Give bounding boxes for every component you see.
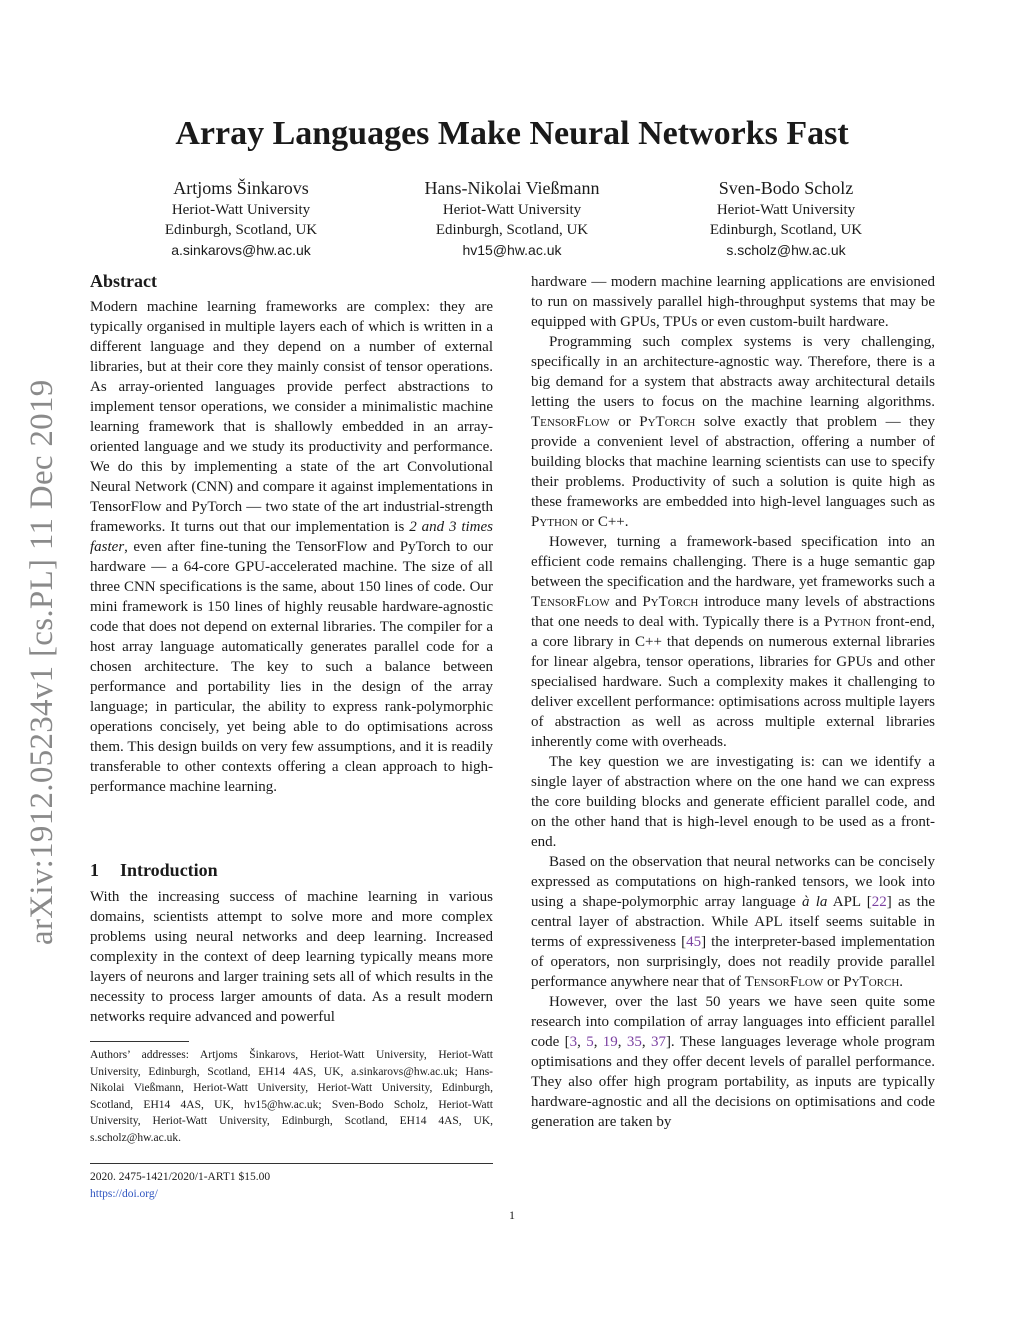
text-run: ] the interpreter-based implementation of operators, non surprisingly, does not readily provide parallel performance anywhere near that of (531, 934, 935, 990)
citation-link[interactable]: 22 (871, 894, 887, 910)
author-email[interactable]: hv15@hw.ac.uk (462, 242, 562, 258)
text-run: introduce many levels of abstractions that one needs to deal with. Typically there is a (531, 594, 935, 630)
text-run: front-end, a core library in C++ that depends on numerous external libraries for linear algebra, tensor operations, libraries for GPUs and other specialised hardware. Such a complexity makes it challenging to deliver excellent performance: optimisations across multiple layers of abstraction as well as across multiple external libraries inherently come with overheads. (531, 614, 935, 750)
citation-link[interactable]: 35 (626, 1034, 642, 1050)
right-paragraph (531, 532, 935, 752)
abstract-body (90, 297, 493, 797)
author-block (666, 176, 906, 260)
pytorch-name: PyTorch (639, 414, 696, 430)
text-run: , (577, 1034, 587, 1050)
pytorch-name: PyTorch (642, 594, 699, 610)
right-paragraph: The key question we are investigating is: can we identify a single layer of abstraction where on the one hand we can express the core building blocks and generate efficient parallel code, and on the other hand that is high-level enough to be used as a front-end. (531, 754, 935, 850)
author-affiliation: Heriot-Watt University (171, 202, 311, 218)
text-run: Based on the observation that neural networks can be concisely expressed as computations on high-ranked tensors, we look into using a shape-polymorphic array language (531, 854, 935, 910)
abstract-text-b: , even after fine-tuning the TensorFlow and PyTorch to our hardware — a 64-core GPU-accelerated machine. The size of all three CNN specifications is the same, about 150 lines of code. Our mini framework is 150 lines of highly reusable hardware-agnostic code that does not depend on external libraries. The compiler for a host array language automatically generates parallel code for a chosen architecture. The key to such a balance between performance and portability lies in the design of the array language; in particular, the ability to express rank-polymorphic operations concisely, yet being able to do optimisations across them. This design builds on very few assumptions, and it is readily transferable to other contexts offering a clean approach to high-performance machine learning. (90, 539, 493, 795)
text-run: However, turning a framework-based specification into an efficient code remains challenging. There is a huge semantic gap between the specification and the hardware, yet frameworks such a (531, 534, 935, 590)
text-run: , (617, 1034, 627, 1050)
citation-link[interactable]: 19 (602, 1034, 618, 1050)
author-name: Hans-Nikolai Vießmann (424, 178, 600, 198)
abstract-text-a: Modern machine learning frameworks are complex: they are typically organised in multiple layers each of which is written in a different language and they depend on a number of external libraries, but at their core they mainly consist of tensor operations. As array-oriented languages provide perfect abstractions to implement tensor operations, we consider a minimalistic machine learning framework that is shallowly embedded in an array-oriented language and we study its productivity and performance. We do this by implementing a state of the art Convolutional Neural Network (CNN) and compare it against implementations in TensorFlow and PyTorch — two state of the art industrial-strength frameworks. It turns out that our implementation is (90, 299, 493, 535)
pytorch-name: PyTorch (843, 974, 900, 990)
abstract-paragraph (90, 297, 493, 797)
author-name: Sven-Bodo Scholz (718, 178, 854, 198)
text-run: . (899, 974, 904, 990)
author-block (392, 176, 632, 260)
right-paragraph (531, 852, 935, 992)
right-column (531, 272, 935, 1132)
author-affiliation: Heriot-Watt University (442, 202, 582, 218)
text-run: , (641, 1034, 651, 1050)
author-location: Edinburgh, Scotland, UK (164, 222, 318, 238)
tensorflow-name: TensorFlow (531, 414, 610, 430)
doi-link[interactable]: https://doi.org/ (90, 1188, 158, 1200)
abstract-heading: Abstract (90, 271, 157, 291)
text-run: and (609, 594, 643, 610)
emphasis: à la (801, 894, 828, 910)
section-heading-introduction (90, 859, 218, 881)
tensorflow-name: TensorFlow (531, 594, 610, 610)
text-run: ] as the central layer of abstraction. While APL itself seems suitable in terms of expressiveness [ (531, 894, 935, 950)
citation-link[interactable]: 5 (586, 1034, 594, 1050)
python-name: Python (824, 614, 871, 630)
tensorflow-name: TensorFlow (744, 974, 824, 990)
citation-link[interactable]: 37 (650, 1034, 666, 1050)
section-number: 1 (90, 860, 99, 880)
abstract-emphasis: 2 and 3 times faster (90, 519, 493, 555)
right-paragraph (531, 992, 935, 1132)
author-email[interactable]: a.sinkarovs@hw.ac.uk (171, 242, 311, 258)
text-run: or (609, 414, 640, 430)
paper-title: Array Languages Make Neural Networks Fast (175, 115, 849, 152)
section-title: Introduction (120, 860, 218, 880)
page-number: 1 (509, 1208, 515, 1222)
intro-paragraph: With the increasing success of machine learning in various domains, scientists attempt to solve more and more complex problems using neural networks and deep learning. Increased complexity in the context of deep learning typically means more layers of neurons and larger training sets all of which results in the necessity to process larger amounts of data. As a result modern networks require advanced and powerful (90, 889, 493, 1025)
citation-link[interactable]: 45 (686, 934, 702, 950)
text-run: or (823, 974, 844, 990)
text-run: or C++. (577, 514, 629, 530)
author-email[interactable]: s.scholz@hw.ac.uk (726, 242, 846, 258)
footnote-addresses: Authors’ addresses: Artjoms Šinkarovs, Heriot-Watt University, Heriot-Watt University, Edinburgh, Scotland, EH14 4AS, UK, a.sinkarovs@hw.ac.uk; Hans-Nikolai Vießmann, Heriot-Watt University, Heriot-Watt University, Edinburgh, Scotland, EH14 4AS, UK, hv15@hw.ac.uk; Sven-Bodo Scholz, Heriot-Watt University, Heriot-Watt University, Edinburgh, Scotland, EH14 4AS, UK, s.scholz@hw.ac.uk. (90, 1049, 493, 1144)
citation-link[interactable]: 3 (569, 1034, 578, 1050)
copyright-divider (90, 1163, 493, 1164)
author-affiliation: Heriot-Watt University (716, 202, 856, 218)
author-block (121, 176, 361, 260)
text-run: APL [ (827, 894, 872, 910)
text-run: Programming such complex systems is very challenging, specifically in an architecture-agnostic way. Therefore, there is a big demand for a system that abstracts away architectural details letting the users to focus on the machine learning algorithms. (531, 334, 935, 410)
python-name: Python (531, 514, 578, 530)
footnote-divider (90, 1041, 189, 1042)
text-run: solve exactly that problem — they provide a convenient level of abstraction, offering a number of building blocks that machine learning scientists can use to specify their problems. Productivity of such a solution is quite high as these frameworks are embedded into high-level languages such as (531, 414, 935, 510)
text-run: , (593, 1034, 603, 1050)
footnote-copyright: 2020. 2475-1421/2020/1-ART1 $15.00 (90, 1171, 271, 1183)
text-run: However, over the last 50 years we have seen quite some research into compilation of array languages into efficient parallel code [ (531, 994, 935, 1050)
author-location: Edinburgh, Scotland, UK (435, 222, 589, 238)
author-name: Artjoms Šinkarovs (173, 178, 309, 198)
introduction-body (90, 887, 493, 1027)
right-paragraph: hardware — modern machine learning applications are envisioned to run on massively parallel high-throughput systems that may be equipped with GPUs, TPUs or even custom-built hardware. (531, 274, 935, 330)
arxiv-stamp: arXiv:1912.05234v1 [cs.PL] 11 Dec 2019 (24, 379, 60, 945)
author-location: Edinburgh, Scotland, UK (709, 222, 863, 238)
right-paragraph (531, 332, 935, 532)
text-run: ]. These languages leverage whole program optimisations and they offer decent levels of parallel performance. They also offer high program portability, as inputs are typically hardware-agnostic and all the decisions on optimisations and code generation are taken by (531, 1034, 936, 1130)
